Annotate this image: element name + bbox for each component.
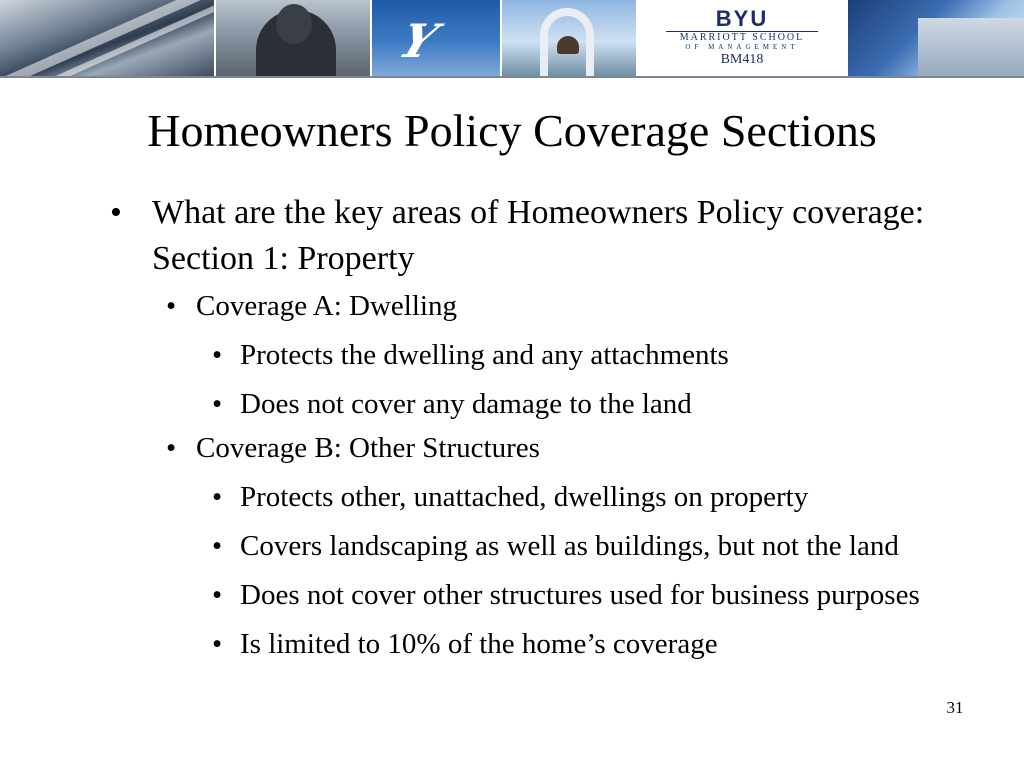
banner-photo-statue [216,0,370,76]
bullet-icon: • [212,481,223,513]
bullet-text: What are the key areas of Homeowners Policy coverage: Section 1: Property [152,194,925,277]
banner-photo-mountain-y: Y [372,0,500,76]
slide-title: Homeowners Policy Coverage Sections [147,105,877,156]
banner-photo-building [848,0,1024,76]
bullet-text: Is limited to 10% of the home’s coverage [240,628,718,660]
bell-icon [557,36,579,54]
bullet-item [110,428,930,468]
bullet-text: Protects other, unattached, dwellings on property [240,481,809,513]
bullet-icon: • [166,432,177,464]
bullet-item [110,286,930,326]
bullet-text: Covers landscaping as well as buildings, but not the land [240,530,899,562]
header-banner [0,0,1024,78]
banner-divider [0,76,1024,78]
bullet-icon: • [212,628,223,660]
bullet-item [110,575,930,615]
bullet-icon: • [166,290,177,322]
bullet-item [110,477,930,517]
banner-photo-architecture [0,0,214,76]
bullet-icon: • [212,388,223,420]
logo-school-name: MARRIOTT SCHOOL [679,32,805,43]
logo-wordmark: BYU [715,6,769,31]
bullet-text: Coverage B: Other Structures [196,432,540,464]
bullet-icon: • [212,530,223,562]
banner-photo-bell-arch [502,0,636,76]
bullet-item [110,526,930,566]
byu-marriott-logo [638,0,846,76]
bullet-icon: • [110,194,122,231]
bullet-text: Does not cover other structures used for business purposes [240,579,920,611]
bullet-icon: • [212,339,223,371]
bullet-text: Does not cover any damage to the land [240,388,692,420]
logo-school-subtitle: OF MANAGEMENT [685,43,799,51]
bullet-icon: • [212,579,223,611]
bullet-item [110,335,930,375]
page-number: 31 [946,698,964,717]
bullet-item [110,190,930,282]
bullet-item [110,624,930,664]
course-code: BM418 [720,52,764,67]
bullet-item [110,384,930,424]
slide-body [110,190,930,664]
bullet-text: Protects the dwelling and any attachments [240,339,729,371]
bullet-text: Coverage A: Dwelling [196,290,457,322]
